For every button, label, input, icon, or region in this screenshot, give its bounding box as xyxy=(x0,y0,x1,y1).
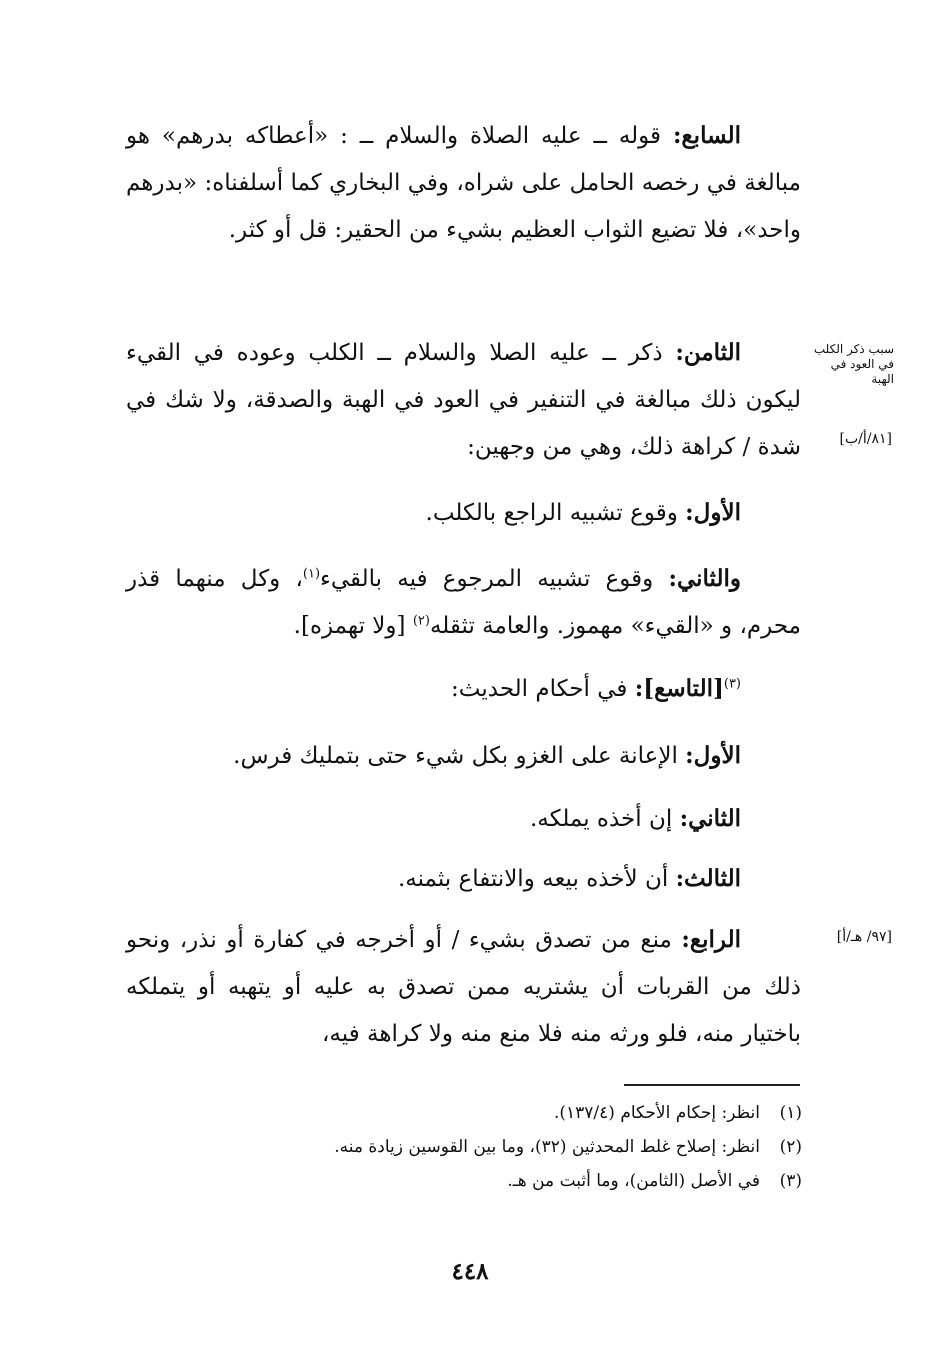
footnote-text: انظر: إحكام الأحكام (١٣٧/٤). xyxy=(553,1103,760,1123)
footnote-marker: (٣) xyxy=(723,676,741,692)
paragraph-eighth xyxy=(126,329,801,471)
paragraph-text: إن أخذه يملكه. xyxy=(529,806,680,832)
paragraph-ruling-second xyxy=(126,795,801,843)
page-number: ٤٤٨ xyxy=(451,1258,489,1285)
footnote xyxy=(200,1164,802,1198)
paragraph-text: وقوع تشبيه الراجع بالكلب. xyxy=(425,500,686,526)
paragraph-lead: الثالث: xyxy=(675,865,741,892)
footnote-number: (٣) xyxy=(779,1171,802,1191)
paragraph-text: الإعانة على الغزو بكل شيء حتى بتمليك فرس. xyxy=(233,743,686,769)
paragraph-text: منع من تصدق بشيء / أو أخرجه في كفارة أو نذر، ونحو ذلك من القربات أن يشتريه ممن تصدق به عليه أو يتهبه أو يتملكه باختيار منه، فلو ورثه منه فلا منع منه ولا كراهة فيه، xyxy=(126,927,801,1047)
paragraph-lead: السابع: xyxy=(672,122,741,149)
paragraph-lead: الرابع: xyxy=(681,926,741,953)
paragraph-text: أن لأخذه بيعه والانتفاع بثمنه. xyxy=(397,866,676,892)
paragraph-lead: الأول: xyxy=(685,742,741,769)
footnote xyxy=(200,1096,802,1130)
paragraph-second-aspect xyxy=(126,555,801,650)
paragraph-ninth xyxy=(126,665,801,713)
footnote-marker: (١) xyxy=(302,566,321,582)
paragraph-text: [ولا تهمزه]. xyxy=(293,613,413,639)
paragraph-text: في أحكام الحديث: xyxy=(451,676,635,702)
paragraph-lead: الثاني: xyxy=(679,805,741,832)
footnote xyxy=(200,1130,802,1164)
margin-folio-ref: [٩٧/ هـ/أ] xyxy=(836,929,892,945)
paragraph-lead: الثامن: xyxy=(675,339,741,366)
paragraph-first-aspect xyxy=(126,489,801,537)
footnote-text: في الأصل (الثامن)، وما أثبت من هـ. xyxy=(507,1171,760,1191)
paragraph-ruling-fourth xyxy=(126,916,801,1058)
paragraph-text: قوله ــ عليه الصلاة والسلام ــ : «أعطاكه بدرهم» هو مبالغة في رخصه الحامل على شراه، وفي البخاري كما أسلفناه: «بدرهم واحد»، فلا تضيع الثواب العظيم بشيء من الحقير: قل أو كثر. xyxy=(126,123,801,243)
paragraph-text: ذكر ــ عليه الصلا والسلام ــ الكلب وعوده في القيء ليكون ذلك مبالغة في التنفير في العود في الهبة والصدقة، ولا شك في شدة / كراهة ذلك، وهي من وجهين: xyxy=(126,340,801,460)
footnotes xyxy=(200,1096,802,1198)
paragraph-ruling-first xyxy=(126,732,801,780)
footnote-marker: (٢) xyxy=(412,613,430,629)
footnote-text: انظر: إصلاح غلط المحدثين (٣٢)، وما بين القوسين زيادة منه. xyxy=(334,1137,760,1157)
margin-heading: سبب ذكر الكلب في العود في الهبة xyxy=(813,342,894,386)
footnote-number: (٢) xyxy=(779,1137,802,1157)
paragraph-lead: والثاني: xyxy=(668,565,741,592)
margin-folio-ref: [٨١/أ/ب] xyxy=(839,431,892,447)
paragraph-text: وقوع تشبيه المرجوع فيه بالقيء xyxy=(320,566,669,592)
paragraph-text: ، وكل منهما قذر محرم، و «القيء» مهموز. والعامة تثقله xyxy=(126,566,801,639)
paragraph-seventh xyxy=(126,112,801,254)
footnote-separator xyxy=(624,1084,800,1086)
paragraph-lead: الأول: xyxy=(685,499,741,526)
paragraph-lead: [التاسع]: xyxy=(634,675,724,702)
paragraph-ruling-third xyxy=(126,855,801,903)
footnote-number: (١) xyxy=(779,1103,802,1123)
